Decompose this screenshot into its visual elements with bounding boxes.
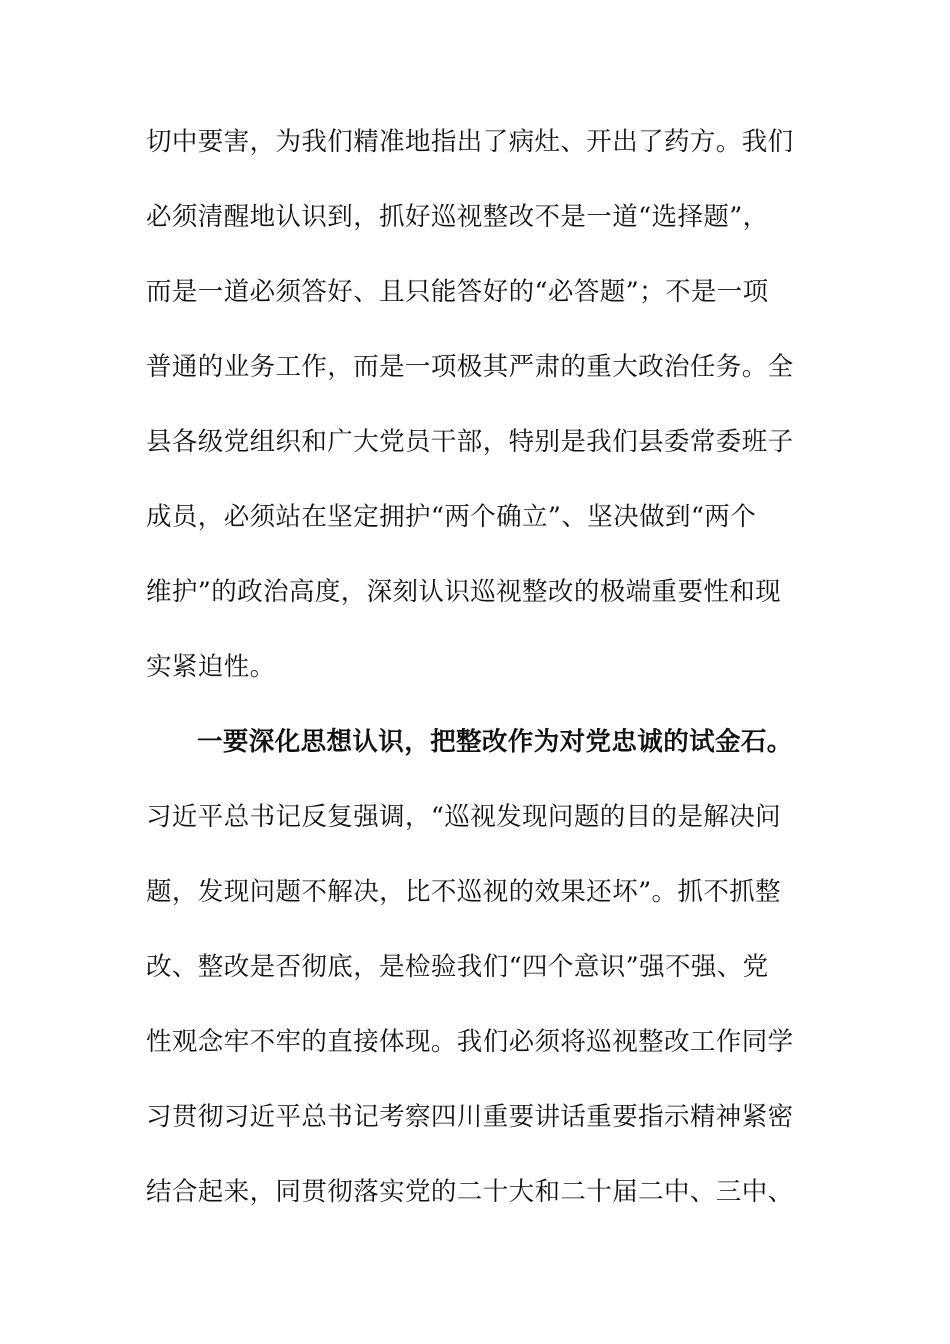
text-line: 习近平总书记反复强调，“巡视发现问题的目的是解决问	[146, 802, 782, 832]
text-line: 实紧迫性。	[146, 652, 276, 682]
text-line: 改、整改是否彻底，是检验我们“四个意识”强不强、党	[146, 952, 769, 982]
section-heading: 一要深化思想认识，把整改作为对党忠诚的试金石。	[197, 727, 793, 757]
text-line: 习贯彻习近平总书记考察四川重要讲话重要指示精神紧密	[146, 1102, 794, 1132]
text-line: 切中要害，为我们精准地指出了病灶、开出了药方。我们	[146, 127, 794, 157]
text-line: 县各级党组织和广大党员干部，特别是我们县委常委班子	[146, 427, 794, 457]
text-line: 而是一道必须答好、且只能答好的“必答题”；不是一项	[146, 277, 769, 307]
text-line: 维护”的政治高度，深刻认识巡视整改的极端重要性和现	[146, 577, 782, 607]
text-line: 题，发现问题不解决，比不巡视的效果还坏”。抓不抓整	[146, 877, 782, 907]
text-line: 普通的业务工作，而是一项极其严肃的重大政治任务。全	[146, 352, 794, 382]
text-line: 必须清醒地认识到，抓好巡视整改不是一道“选择题”，	[146, 202, 769, 232]
text-line: 成员，必须站在坚定拥护“两个确立”、坚决做到“两个	[146, 502, 757, 532]
text-line: 结合起来，同贯彻落实党的二十大和二十届二中、三中、	[146, 1177, 794, 1207]
text-line: 性观念牢不牢的直接体现。我们必须将巡视整改工作同学	[146, 1027, 794, 1057]
